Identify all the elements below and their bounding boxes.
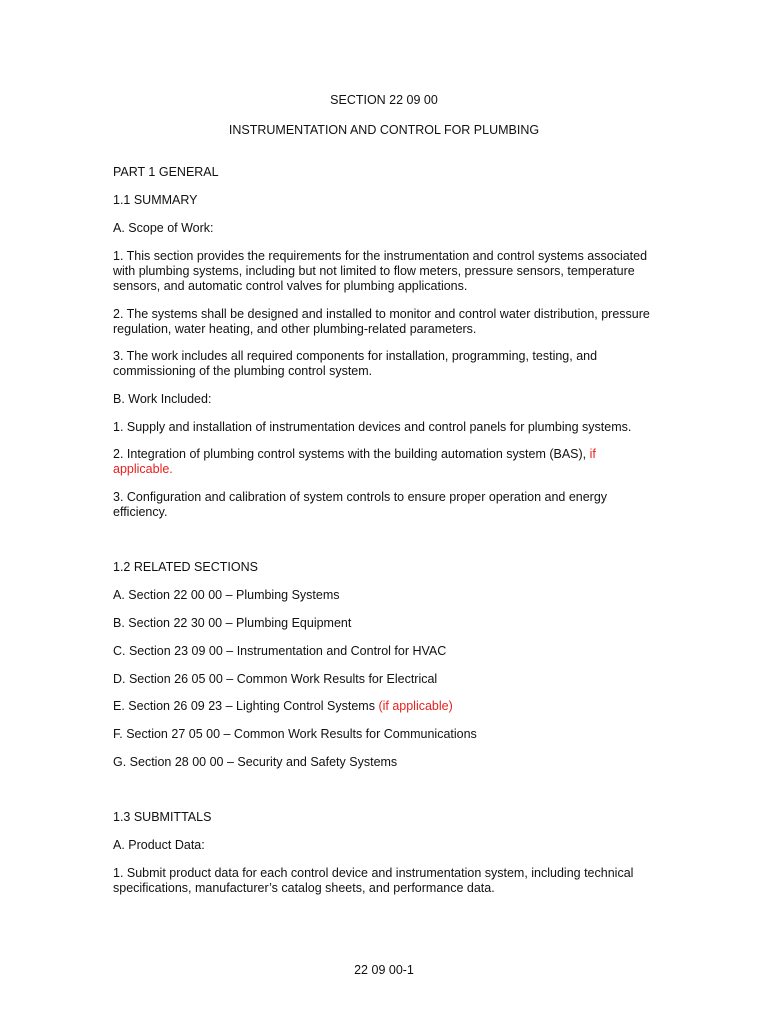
work-item-2-text: 2. Integration of plumbing control systems with the building automation system (BAS), [113,447,590,461]
related-item-d: D. Section 26 05 00 – Common Work Results for Electrical [113,672,438,686]
product-data-heading: A. Product Data: [113,838,205,852]
scope-item-2: 2. The systems shall be designed and installed to monitor and control water distribution, pressure regulation, water heating, and other plumbing-related parameters. [113,307,650,336]
submittals-heading: 1.3 SUBMITTALS [113,810,212,824]
related-item-g: G. Section 28 00 00 – Security and Safety Systems [113,755,398,769]
product-data-item-1: 1. Submit product data for each control device and instrumentation system, including technical specifications, manufacturer’s catalog sheets, and performance data. [113,866,634,895]
scope-item-1: 1. This section provides the requirements for the instrumentation and control systems associated with plumbing systems, including but not limited to flow meters, pressure sensors, temperature sensors, and automatic control valves for plumbing applications. [113,249,648,293]
related-item-b: B. Section 22 30 00 – Plumbing Equipment [113,616,352,630]
work-item-2-highlight: if applicable. [113,447,596,476]
related-item-e-highlight: (if applicable) [378,699,453,713]
scope-heading: A. Scope of Work: [113,221,214,235]
page-footer: 22 09 00-1 [354,963,414,977]
related-item-e [113,699,658,714]
section-number: SECTION 22 09 00 [330,93,438,107]
related-item-c: C. Section 23 09 00 – Instrumentation and Control for HVAC [113,644,447,658]
part-heading: PART 1 GENERAL [113,165,219,179]
related-item-a: A. Section 22 00 00 – Plumbing Systems [113,588,340,602]
related-item-e-text: E. Section 26 09 23 – Lighting Control Systems [113,699,379,713]
related-heading: 1.2 RELATED SECTIONS [113,560,258,574]
work-heading: B. Work Included: [113,392,212,406]
section-title: INSTRUMENTATION AND CONTROL FOR PLUMBING [228,123,540,137]
related-item-f: F. Section 27 05 00 – Common Work Results for Communications [113,727,477,741]
summary-heading: 1.1 SUMMARY [113,193,198,207]
work-item-1: 1. Supply and installation of instrumentation devices and control panels for plumbing systems. [113,420,632,434]
work-item-3: 3. Configuration and calibration of system controls to ensure proper operation and energy efficiency. [113,490,608,519]
work-item-2 [113,447,658,477]
scope-item-3: 3. The work includes all required components for installation, programming, testing, and commissioning of the plumbing control system. [113,349,598,378]
